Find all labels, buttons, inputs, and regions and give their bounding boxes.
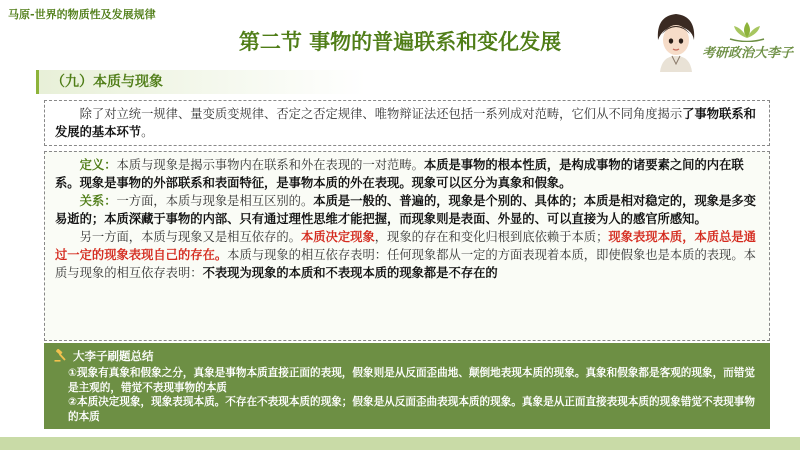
brand-text: 考研政治大李子 xyxy=(701,46,793,61)
main-content-box xyxy=(44,151,770,341)
definition-label: 定义： xyxy=(79,157,117,172)
section-heading: （九）本质与现象 xyxy=(36,70,366,94)
dependency-red-2: 现象表现本质，本质总是通过一定的现象表现自己的存在。 xyxy=(55,229,756,262)
definition-text: 本质与现象是揭示事物内在联系和外在表现的一对范畴。 xyxy=(116,158,424,172)
brand-logo xyxy=(700,20,795,68)
intro-bold-text: 了事物联系和发展的基本环节 xyxy=(55,106,756,139)
avatar xyxy=(652,10,700,72)
definition-bold-text: 本质是事物的根本性质，是构成事物的诸要素之间的内在联系。现象是事物的外部联系和表面特征，是事物本质的外在表现。现象可以区分为真象和假象。 xyxy=(55,157,744,190)
definition-paragraph xyxy=(55,156,759,192)
intro-end: 。 xyxy=(141,125,154,139)
summary-body xyxy=(54,366,760,424)
intro-text: 除了对立统一规律、量变质变规律、否定之否定规律、唯物辩证法还包括一系列成对范畴，它们从不同角度揭示 xyxy=(79,107,683,121)
summary-point-2: ②本质决定现象，现象表现本质。不存在不表现本质的现象；假象是从反面歪曲表现本质的现象。真象是从正面直接表现本质的现象错觉不表现事物的本质 xyxy=(68,396,755,423)
dependency-paragraph xyxy=(55,228,759,282)
intro-paragraph xyxy=(55,105,759,141)
dependency-text-1: 另一方面，本质与现象又是相互依存的。 xyxy=(79,230,301,244)
dependency-text-3: 本质与现象的相互依存表明：任何现象都从一定的方面表现着本质，即使假象也是本质的表现。本质与现象的相互依存表明： xyxy=(55,248,756,280)
summary-title-row xyxy=(54,347,760,364)
summary-title: 大李子刷题总结 xyxy=(73,348,154,363)
relation-paragraph xyxy=(55,192,759,228)
summary-point-1: ①现象有真象和假象之分，真象是事物本质直接正面的表现，假象则是从反面歪曲地、颠倒地表现本质的现象。真象和假象都是客观的现象，而错觉是主观的，错觉不表现事物的本质 xyxy=(68,367,755,394)
page-title: 第二节 事物的普遍联系和变化发展 xyxy=(238,30,562,54)
relation-text: 一方面，本质与现象是相互区别的。 xyxy=(116,194,314,208)
dependency-text-2: ，现象的存在和变化归根到底依赖于本质； xyxy=(374,230,609,244)
lotus-icon xyxy=(700,20,795,42)
dependency-red-1: 本质决定现象 xyxy=(300,229,375,244)
breadcrumb: 马原-世界的物质性及发展规律 xyxy=(8,8,156,21)
summary-box xyxy=(44,343,770,429)
gavel-icon xyxy=(54,349,67,362)
bottom-bar xyxy=(0,437,800,450)
relation-bold-text: 本质是一般的、普遍的，现象是个别的、具体的；本质是相对稳定的，现象是多变易逝的；本质深藏于事物的内部、只有通过理性思维才能把握，而现象则是表面、外显的、可以直接为人的感官所感知。 xyxy=(55,193,756,226)
relation-label: 关系： xyxy=(79,193,117,208)
intro-box xyxy=(44,100,770,146)
dependency-bold-text: 不表现为现象的本质和不表现本质的现象都是不存在的 xyxy=(202,265,498,280)
